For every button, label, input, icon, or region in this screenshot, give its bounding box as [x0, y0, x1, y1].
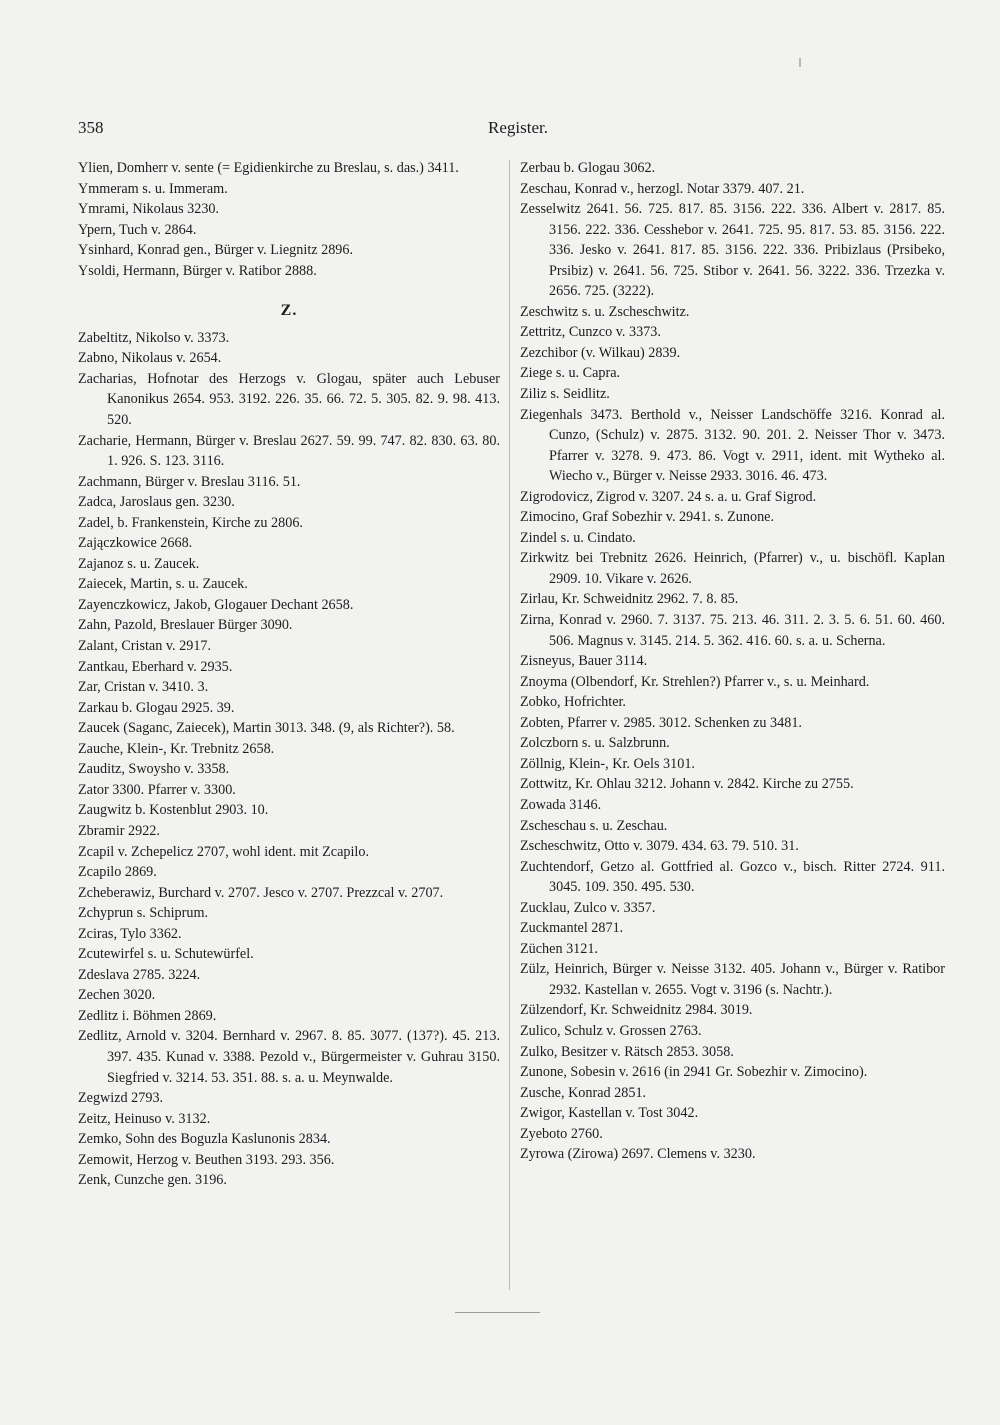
index-entry: Zciras, Tylo 3362.	[78, 925, 182, 942]
index-entry: Zyeboto 2760.	[520, 1125, 603, 1142]
index-entry: Zesselwitz 2641. 56. 725. 817. 85. 3156. 222. 336. Albert v. 2817. 85. 3156. 222. 336. Cesshebor v. 2641. 725. 95. 817. 53. 85. 3156. 222. 336. Jesko v. 2641. 817. 85. 3156. 222. 336. Pribizlaus (Prsibeko, Prsibiz) v. 2641. 56. 725. Stibor v. 2641. 56. 3222. 336. Trzezka v. 2656. 725. (3222).	[520, 201, 945, 300]
section-heading: Z.	[280, 302, 298, 320]
index-entry: Zülzendorf, Kr. Schweidnitz 2984. 3019.	[520, 1002, 753, 1019]
index-entry: Zulico, Schulz v. Grossen 2763.	[520, 1022, 702, 1039]
index-entry: Zirlau, Kr. Schweidnitz 2962. 7. 8. 85.	[520, 591, 739, 608]
index-entry: Zdeslava 2785. 3224.	[78, 966, 201, 983]
index-entry: Zator 3300. Pfarrer v. 3300.	[78, 781, 236, 798]
index-entry: Zezchibor (v. Wilkau) 2839.	[520, 344, 681, 361]
index-column-left	[78, 158, 500, 1191]
index-entry: Zuchtendorf, Getzo al. Gottfried al. Gozco v., bisch. Ritter 2724. 911. 3045. 109. 350. 495. 530.	[520, 858, 945, 896]
index-entry: Zulko, Besitzer v. Rätsch 2853. 3058.	[520, 1043, 734, 1060]
index-entry: Zunone, Sobesin v. 2616 (in 2941 Gr. Sobezhir v. Zimocino).	[520, 1064, 868, 1081]
index-entry: Zowada 3146.	[520, 796, 602, 813]
index-entry: Zöllnig, Klein-, Kr. Oels 3101.	[520, 755, 695, 772]
index-entry: Ziegenhals 3473. Berthold v., Neisser Landschöffe 3216. Konrad al. Cunzo, (Schulz) v. 2875. 3132. 90. 201. 2. Neisser Thor v. 3473. Pfarrer v. 3278. 9. 473. 86. Vogt v. 2911, ident. mit Wytheko al. Wiecho v., Bürger v. Neisse 2933. 3016. 46. 473.	[520, 406, 945, 485]
index-entry: Zirna, Konrad v. 2960. 7. 3137. 75. 213. 46. 311. 2. 3. 5. 6. 51. 60. 460. 506. Magnus v. 3145. 214. 5. 362. 416. 60. s. a. u. Scherna.	[520, 612, 945, 649]
index-entry: Ymrami, Nikolaus 3230.	[78, 201, 220, 218]
index-entry: Zemowit, Herzog v. Beuthen 3193. 293. 356.	[78, 1151, 335, 1168]
index-entry: Zerbau b. Glogau 3062.	[520, 160, 656, 176]
index-entry: Zindel s. u. Cindato.	[520, 529, 636, 546]
index-entry: Zantkau, Eberhard v. 2935.	[78, 658, 233, 675]
footer-rule	[455, 1312, 540, 1313]
index-entry: Ysoldi, Hermann, Bürger v. Ratibor 2888.	[78, 262, 317, 279]
index-entry: Zigrodovicz, Zigrod v. 3207. 24 s. a. u. Graf Sigrod.	[520, 488, 817, 505]
index-entry: Zeschau, Konrad v., herzogl. Notar 3379. 407. 21.	[520, 180, 805, 197]
index-entry: Zcutewirfel s. u. Schutewürfel.	[78, 946, 254, 963]
index-entry: Zobten, Pfarrer v. 2985. 3012. Schenken zu 3481.	[520, 714, 802, 731]
index-entry: Zirkwitz bei Trebnitz 2626. Heinrich, (Pfarrer) v., u. bischöfl. Kaplan 2909. 10. Vikare v. 2626.	[520, 550, 945, 587]
index-entry: Zachmann, Bürger v. Breslau 3116. 51.	[78, 473, 301, 490]
index-entry: Züchen 3121.	[520, 940, 599, 957]
index-entry: Zauche, Klein-, Kr. Trebnitz 2658.	[78, 740, 275, 757]
index-entry: Zajączkowice 2668.	[78, 535, 193, 552]
paper-speck	[799, 58, 801, 67]
index-entry: Zegwizd 2793.	[78, 1090, 164, 1107]
index-entry: Zauditz, Swoysho v. 3358.	[78, 761, 230, 778]
index-entry: Zabno, Nikolaus v. 2654.	[78, 350, 222, 367]
index-entry: Zettritz, Cunzco v. 3373.	[520, 324, 661, 341]
index-entry: Zimocino, Graf Sobezhir v. 2941. s. Zunone.	[520, 509, 775, 526]
index-entry: Znoyma (Olbendorf, Kr. Strehlen?) Pfarrer v., s. u. Meinhard.	[520, 673, 870, 690]
index-entry: Ziege s. u. Capra.	[520, 365, 621, 382]
index-entry: Zaiecek, Martin, s. u. Zaucek.	[78, 576, 248, 593]
index-entry: Zacharias, Hofnotar des Herzogs v. Glogau, später auch Lebuser Kanonikus 2654. 953. 3192. 226. 35. 66. 72. 5. 305. 82. 9. 98. 413. 520.	[78, 370, 500, 429]
index-entry: Zülz, Heinrich, Bürger v. Neisse 3132. 405. Johann v., Bürger v. Ratibor 2932. Kastellan v. 2655. Vogt v. 3196 (s. Nachtr.).	[520, 961, 945, 998]
index-entry: Zabeltitz, Nikolso v. 3373.	[78, 329, 230, 346]
index-entry: Ymmeram s. u. Immeram.	[78, 180, 228, 197]
index-entry: Zedlitz i. Böhmen 2869.	[78, 1007, 217, 1024]
index-entry: Zottwitz, Kr. Ohlau 3212. Johann v. 2842. Kirche zu 2755.	[520, 776, 854, 793]
index-entry: Zarkau b. Glogau 2925. 39.	[78, 699, 235, 716]
index-entry: Zaugwitz b. Kostenblut 2903. 10.	[78, 802, 269, 819]
index-entry: Ysinhard, Konrad gen., Bürger v. Liegnitz 2896.	[78, 242, 354, 259]
index-entry: Zbramir 2922.	[78, 822, 160, 839]
page-header	[78, 118, 932, 144]
index-entry: Ziliz s. Seidlitz.	[520, 386, 610, 403]
index-entry: Zcapil v. Zchepelicz 2707, wohl ident. mit Zcapilo.	[78, 843, 370, 860]
index-entry: Zedlitz, Arnold v. 3204. Bernhard v. 2967. 8. 85. 3077. (137?). 45. 213. 397. 435. Kunad v. 3388. Pezold v., Bürgermeister v. Guhrau 3150. Siegfried v. 3214. 53. 351. 88. s. a. u. Meynwalde.	[78, 1028, 500, 1086]
running-title: Register.	[488, 118, 548, 137]
index-entry: Zuckmantel 2871.	[520, 920, 624, 937]
index-entry: Zscheschwitz, Otto v. 3079. 434. 63. 79. 510. 31.	[520, 838, 799, 855]
index-entry: Zchyprun s. Schiprum.	[78, 905, 209, 922]
index-entry: Zenk, Cunzche gen. 3196.	[78, 1172, 227, 1189]
column-divider	[509, 160, 510, 1290]
index-entry: Zeitz, Heinuso v. 3132.	[78, 1110, 211, 1127]
index-entry: Zcapilo 2869.	[78, 864, 157, 881]
index-entry: Zemko, Sohn des Boguzla Kaslunonis 2834.	[78, 1131, 331, 1148]
index-entry: Zaucek (Saganc, Zaiecek), Martin 3013. 348. (9, als Richter?). 58.	[78, 720, 455, 737]
index-entry: Zayenczkowicz, Jakob, Glogauer Dechant 2658.	[78, 596, 354, 613]
index-entry: Zacharie, Hermann, Bürger v. Breslau 2627. 59. 99. 747. 82. 830. 63. 80. 1. 926. S. 123. 3116.	[78, 432, 500, 470]
index-entry: Zechen 3020.	[78, 987, 156, 1004]
index-entry: Zahn, Pazold, Breslauer Bürger 3090.	[78, 617, 293, 634]
index-entry: Zadca, Jaroslaus gen. 3230.	[78, 494, 235, 511]
index-entry: Zeschwitz s. u. Zscheschwitz.	[520, 303, 690, 320]
index-entry: Ypern, Tuch v. 2864.	[78, 221, 197, 238]
index-entry: Zadel, b. Frankenstein, Kirche zu 2806.	[78, 514, 303, 531]
index-entry: Zwigor, Kastellan v. Tost 3042.	[520, 1105, 699, 1122]
index-column-right	[520, 158, 945, 1165]
index-entry: Ylien, Domherr v. sente (= Egidienkirche zu Breslau, s. das.) 3411.	[78, 160, 459, 176]
index-entry: Zucklau, Zulco v. 3357.	[520, 899, 656, 916]
index-entry: Zobko, Hofrichter.	[520, 694, 626, 711]
index-entry: Zcheberawiz, Burchard v. 2707. Jesco v. 2707. Prezzcal v. 2707.	[78, 884, 444, 901]
index-entry: Zisneyus, Bauer 3114.	[520, 653, 648, 670]
index-entry: Zolczborn s. u. Salzbrunn.	[520, 735, 670, 752]
index-entry: Zusche, Konrad 2851.	[520, 1084, 647, 1101]
page-number: 358	[78, 118, 104, 137]
index-entry: Zar, Cristan v. 3410. 3.	[78, 679, 209, 696]
index-entry: Zalant, Cristan v. 2917.	[78, 638, 212, 655]
index-entry: Zyrowa (Zirowa) 2697. Clemens v. 3230.	[520, 1146, 756, 1163]
index-entry: Zscheschau s. u. Zeschau.	[520, 817, 668, 834]
index-entry: Zajanoz s. u. Zaucek.	[78, 555, 200, 572]
